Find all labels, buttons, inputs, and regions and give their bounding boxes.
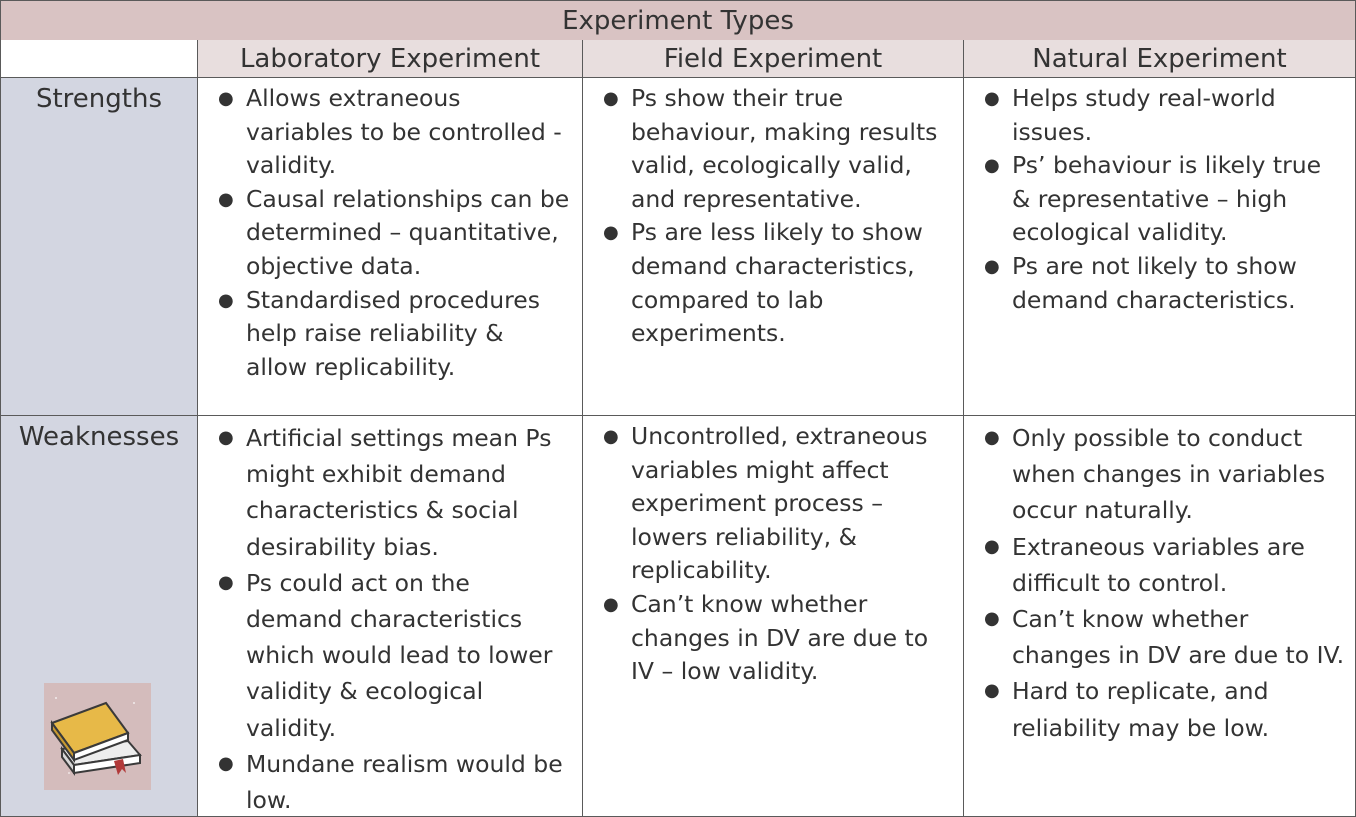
natural-weaknesses-cell: [964, 416, 1356, 817]
column-header-lab: Laboratory Experiment: [198, 40, 583, 78]
bullet-item: [984, 673, 1345, 745]
weaknesses-row: [0, 416, 1356, 817]
natural-weaknesses-list: [964, 416, 1355, 746]
bullet-dot-icon: ●: [984, 155, 1000, 177]
bullet-text: Ps could act on the demand characteristics which would lead to lower validity & ecological validity.: [246, 568, 553, 742]
bullet-dot-icon: ●: [984, 88, 1000, 109]
bullet-item: [984, 601, 1345, 673]
bullet-item: [603, 216, 953, 350]
study-with-mehar-logo: [44, 683, 151, 790]
bullet-text: Extraneous variables are difficult to control.: [1012, 532, 1305, 597]
field-strengths-list: [583, 78, 963, 351]
bullet-item: [603, 82, 953, 216]
lab-weaknesses-list: [198, 416, 582, 817]
bullet-text: Can’t know whether changes in DV are due to IV.: [1012, 605, 1345, 670]
bullet-text: Ps’ behaviour is likely true & representative – high ecological validity.: [1012, 151, 1322, 247]
bullet-dot-icon: ●: [218, 289, 234, 311]
bullet-item: [218, 82, 572, 183]
field-strengths-cell: [583, 78, 964, 416]
bullet-dot-icon: ●: [218, 88, 234, 109]
strengths-label: Strengths: [0, 78, 198, 416]
bullet-text: Causal relationships can be determined – quantitative, objective data.: [246, 184, 570, 280]
bullet-dot-icon: ●: [603, 593, 619, 615]
bullet-text: Hard to replicate, and reliability may be low.: [1012, 677, 1270, 742]
natural-strengths-cell: [964, 78, 1356, 416]
bullet-item: [984, 149, 1345, 250]
bullet-item: [218, 565, 572, 746]
bullet-item: [984, 529, 1345, 601]
column-header-natural: Natural Experiment: [964, 40, 1356, 78]
bullet-text: Helps study real-world issues.: [1012, 84, 1276, 146]
bullet-item: [603, 420, 953, 588]
bullet-item: [218, 420, 572, 565]
bullet-item: [984, 250, 1345, 317]
bullet-dot-icon: ●: [603, 426, 619, 447]
weaknesses-label-cell: [0, 416, 198, 817]
bullet-text: Ps show their true behaviour, making results valid, ecologically valid, and representative.: [631, 84, 938, 213]
bullet-text: Ps are not likely to show demand characteristics.: [1012, 251, 1297, 314]
table-title: Experiment Types: [0, 0, 1356, 41]
bullet-dot-icon: ●: [603, 88, 619, 109]
bullet-dot-icon: ●: [984, 535, 1000, 557]
bullet-text: Can’t know whether changes in DV are due to IV – low validity.: [631, 589, 929, 686]
lab-strengths-cell: [198, 78, 583, 416]
field-weaknesses-cell: [583, 416, 964, 817]
bullet-dot-icon: ●: [984, 255, 1000, 277]
bullet-dot-icon: ●: [218, 427, 234, 448]
lab-strengths-list: [198, 78, 582, 384]
bullet-text: Artificial settings mean Ps might exhibit demand characteristics & social desirability bias.: [246, 424, 552, 561]
bullet-dot-icon: ●: [984, 427, 1000, 448]
bullet-item: [218, 183, 572, 284]
books-logo-icon: [44, 683, 151, 790]
bullet-dot-icon: ●: [218, 188, 234, 210]
bullet-dot-icon: ●: [218, 752, 234, 774]
natural-strengths-list: [964, 78, 1355, 317]
bullet-text: Ps are less likely to show demand characteristics, compared to lab experiments.: [631, 218, 923, 348]
bullet-item: [984, 82, 1345, 149]
bullet-text: Uncontrolled, extraneous variables might affect experiment process – lowers reliability, & replicability.: [631, 422, 928, 585]
bullet-text: Allows extraneous variables to be controlled - validity.: [246, 84, 562, 180]
lab-weaknesses-cell: [198, 416, 583, 817]
weaknesses-label: Weaknesses: [18, 422, 180, 452]
field-weaknesses-list: [583, 416, 963, 689]
bullet-text: Mundane realism would be low.: [246, 749, 563, 815]
bullet-text: Only possible to conduct when changes in variables occur naturally.: [1012, 424, 1326, 525]
bullet-item: [218, 746, 572, 817]
bullet-dot-icon: ●: [984, 680, 1000, 702]
bullet-dot-icon: ●: [603, 222, 619, 244]
column-header-row: [0, 40, 1356, 78]
bullet-item: [984, 420, 1345, 529]
column-header-field: Field Experiment: [583, 40, 964, 78]
bullet-item: [218, 284, 572, 385]
bullet-text: Standardised procedures help raise reliability & allow replicability.: [246, 285, 541, 381]
header-corner-cell: [0, 40, 198, 78]
bullet-dot-icon: ●: [218, 571, 234, 593]
bullet-item: [603, 588, 953, 689]
strengths-row: [0, 78, 1356, 416]
bullet-dot-icon: ●: [984, 608, 1000, 630]
